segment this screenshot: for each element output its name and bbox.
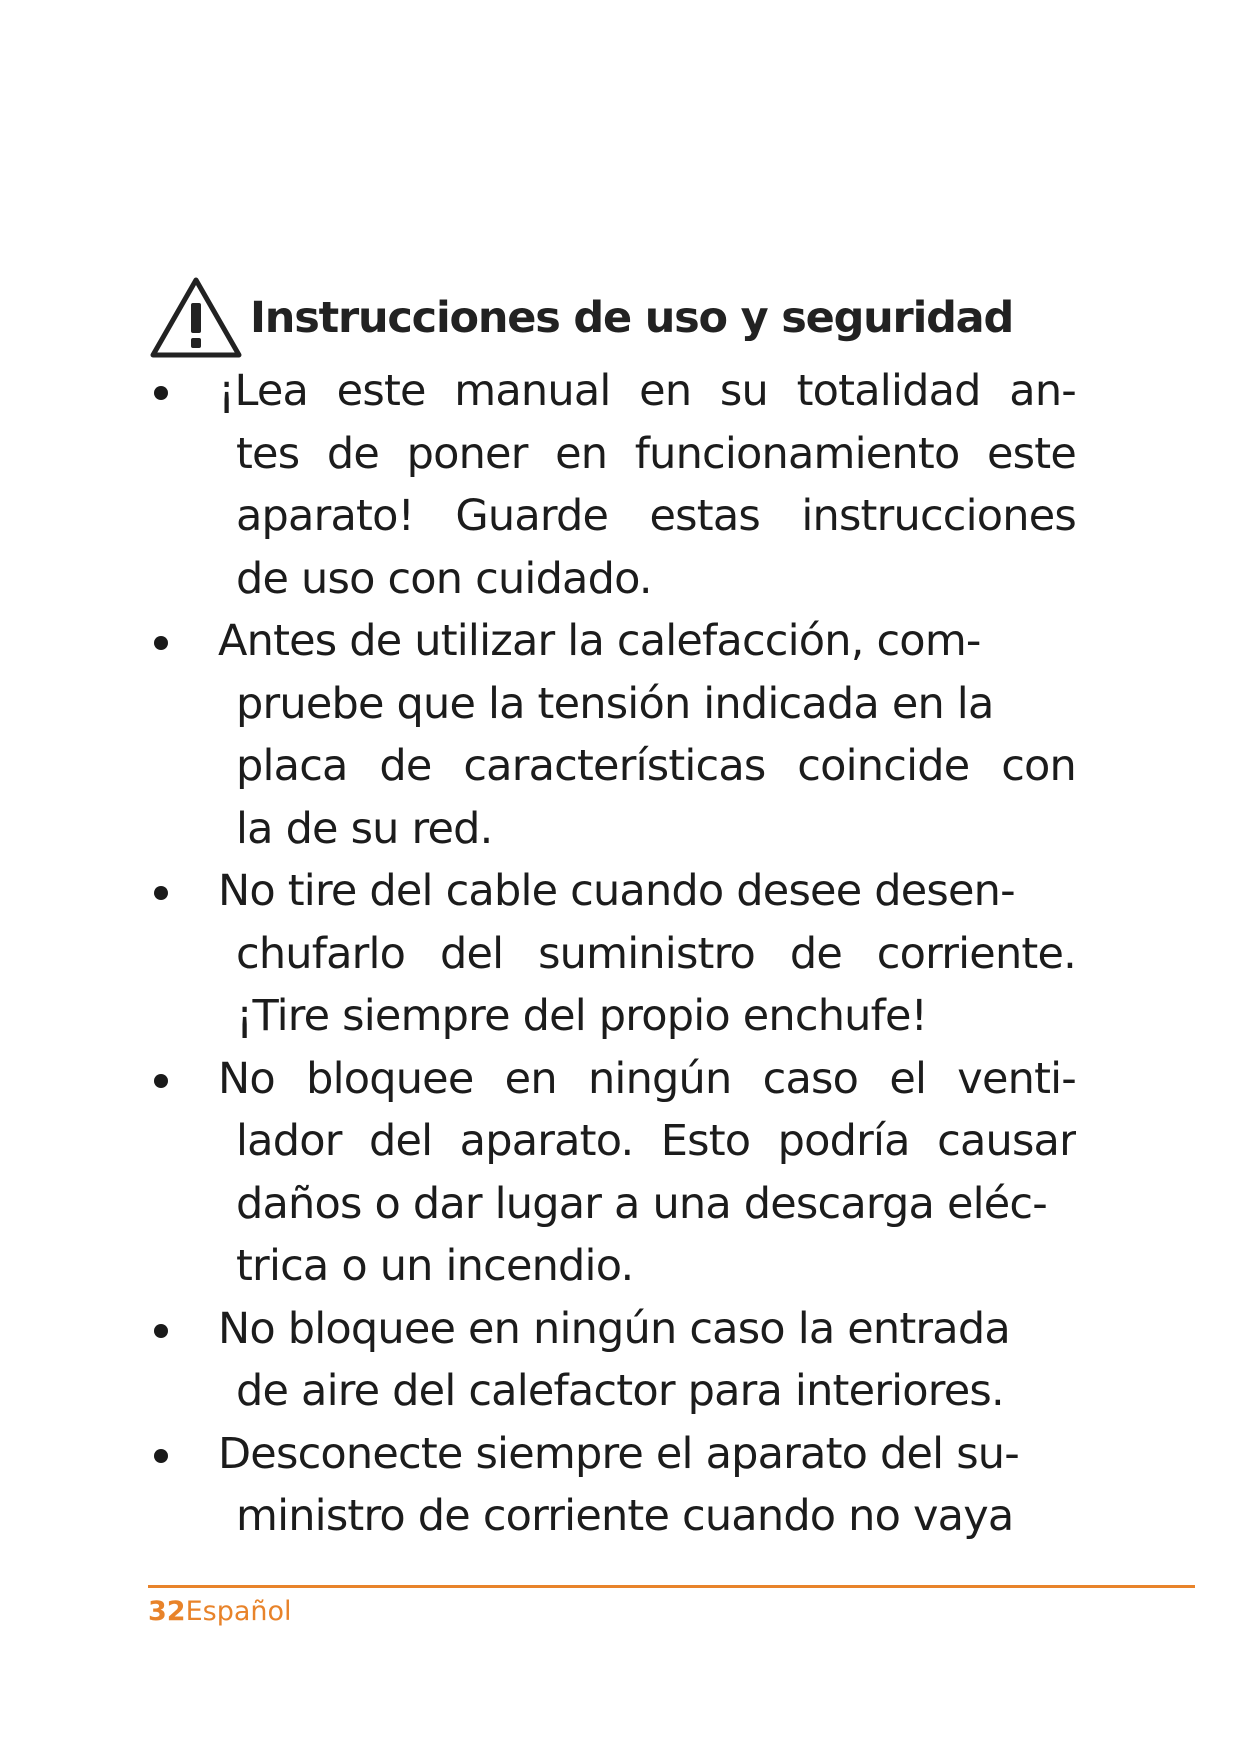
- list-item: [146, 360, 1076, 610]
- text-line: trica o un incendio.: [236, 1241, 634, 1291]
- text-line: No bloquee en ningún caso la entrada: [218, 1303, 1010, 1354]
- bullet-icon: [154, 1449, 168, 1463]
- text-line: daños o dar lugar a una descarga eléc-: [236, 1178, 1047, 1229]
- bullet-icon: [154, 636, 168, 650]
- text-line: Antes de utilizar la calefacción, com-: [218, 616, 981, 666]
- text-line: ministro de corriente cuando no vaya: [236, 1491, 1014, 1541]
- list-item: [146, 860, 1076, 1048]
- text-line: placa de características coincide con: [236, 741, 1076, 791]
- text-line: la de su red.: [236, 803, 493, 854]
- warning-triangle-icon: [148, 275, 244, 361]
- text-line: ¡Tire siempre del propio enchufe!: [236, 991, 928, 1041]
- list-item: [146, 1048, 1076, 1298]
- footer-language: Español: [185, 1596, 292, 1627]
- page-number: 32: [148, 1596, 186, 1627]
- text-line: chufarlo del suministro de corriente.: [236, 928, 1076, 979]
- text-line: No bloquee en ningún caso el venti-: [218, 1053, 1076, 1104]
- bullet-icon: [154, 886, 168, 900]
- text-line: de uso con cuidado.: [236, 553, 652, 604]
- text-line: lador del aparato. Esto podría causar: [236, 1116, 1076, 1166]
- safety-instructions-list: [146, 360, 1076, 1548]
- footer-divider: [148, 1585, 1195, 1588]
- text-line: tes de poner en funcionamiento este: [236, 428, 1076, 479]
- text-line: ¡Lea este manual en su totalidad an-: [218, 366, 1076, 416]
- text-line: Desconecte siempre el aparato del su-: [218, 1428, 1019, 1479]
- page-footer: [148, 1596, 292, 1627]
- list-item: [146, 1423, 1076, 1548]
- list-item: [146, 610, 1076, 860]
- bullet-icon: [154, 1324, 168, 1338]
- list-item: [146, 1298, 1076, 1423]
- section-title: Instrucciones de uso y seguridad: [250, 293, 1014, 343]
- text-line: de aire del calefactor para interiores.: [236, 1366, 1004, 1416]
- text-line: No tire del cable cuando desee desen-: [218, 866, 1015, 916]
- bullet-icon: [154, 1074, 168, 1088]
- bullet-icon: [154, 386, 168, 400]
- text-line: pruebe que la tensión indicada en la: [236, 678, 994, 729]
- section-heading: [148, 272, 1013, 364]
- text-line: aparato! Guarde estas instrucciones: [236, 491, 1076, 541]
